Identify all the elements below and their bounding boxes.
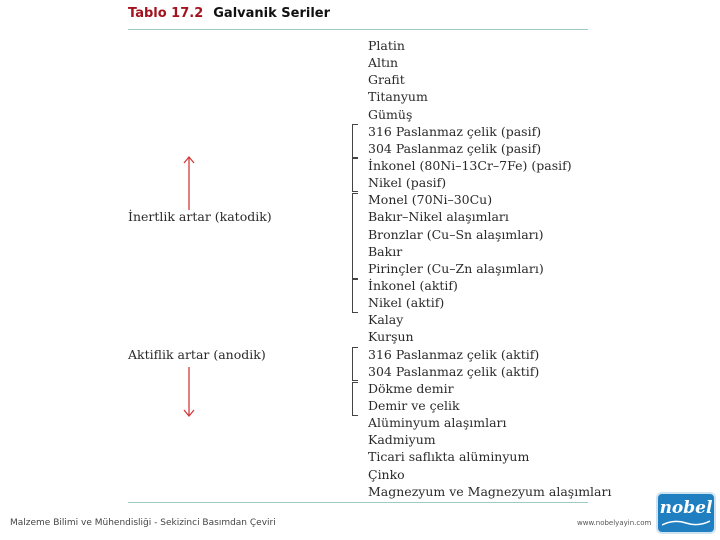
series-item: Platin [368, 38, 405, 53]
series-item: Bakır [368, 243, 403, 259]
series-item: Nikel (pasif) [368, 175, 447, 191]
series-item: Ticari saflıkta alüminyum [368, 449, 530, 465]
series-item: Nikel (aktif) [368, 295, 445, 311]
series-item: Dökme demir [368, 380, 454, 396]
series-item: 316 Paslanmaz çelik (aktif) [368, 346, 540, 362]
bracket-copper-alloys [352, 193, 358, 279]
table-caption: Galvanik Seriler [213, 6, 331, 21]
arrow-up-icon [182, 155, 196, 211]
series-item: Gümüş [368, 106, 413, 122]
top-divider [128, 29, 588, 30]
series-item: Kadmiyum [368, 432, 436, 448]
activity-label: Aktiflik artar (anodik) [128, 347, 266, 362]
series-item: Kalay [368, 312, 404, 328]
galvanic-series-list [368, 37, 611, 500]
series-item: Alüminyum alaşımları [368, 415, 507, 431]
series-item: Monel (70Ni–30Cu) [368, 192, 493, 208]
publisher-url[interactable]: www.nobelyayin.com [577, 519, 652, 527]
logo-wordmark: nobel [659, 498, 713, 518]
series-item: Demir ve çelik [368, 397, 460, 413]
series-item: Pirinçler (Cu–Zn alaşımları) [368, 260, 544, 276]
nobel-logo [656, 492, 716, 534]
series-item: Kurşun [368, 329, 414, 345]
series-item: Çinko [368, 466, 405, 482]
series-item: İnkonel (aktif) [368, 277, 458, 293]
bracket-ss-passive [352, 124, 358, 158]
series-item: 304 Paslanmaz çelik (aktif) [368, 363, 540, 379]
table-title [128, 6, 330, 21]
bracket-inconel-nickel-passive [352, 158, 358, 192]
bracket-ss-active [352, 347, 358, 381]
book-title-footer: Malzeme Bilimi ve Mühendisliği - Sekizinci Basımdan Çeviri [10, 518, 276, 528]
series-item: 316 Paslanmaz çelik (pasif) [368, 123, 542, 139]
arrow-down-icon [182, 366, 196, 418]
inertness-label: İnertlik artar (katodik) [128, 209, 272, 224]
series-item: Altın [368, 55, 399, 71]
bracket-iron-steel [352, 382, 358, 416]
series-item: İnkonel (80Ni–13Cr–7Fe) (pasif) [368, 157, 572, 173]
series-item: 304 Paslanmaz çelik (pasif) [368, 140, 542, 156]
series-item: Bronzlar (Cu–Sn alaşımları) [368, 226, 544, 242]
series-item: Bakır–Nikel alaşımları [368, 209, 509, 225]
bracket-inconel-nickel-active [352, 279, 358, 313]
series-item: Titanyum [368, 89, 428, 105]
logo-wave-icon [662, 519, 710, 527]
table-number: Tablo 17.2 [128, 6, 204, 21]
series-item: Grafit [368, 72, 405, 88]
bottom-divider [128, 502, 588, 503]
series-item: Magnezyum ve Magnezyum alaşımları [368, 483, 612, 499]
